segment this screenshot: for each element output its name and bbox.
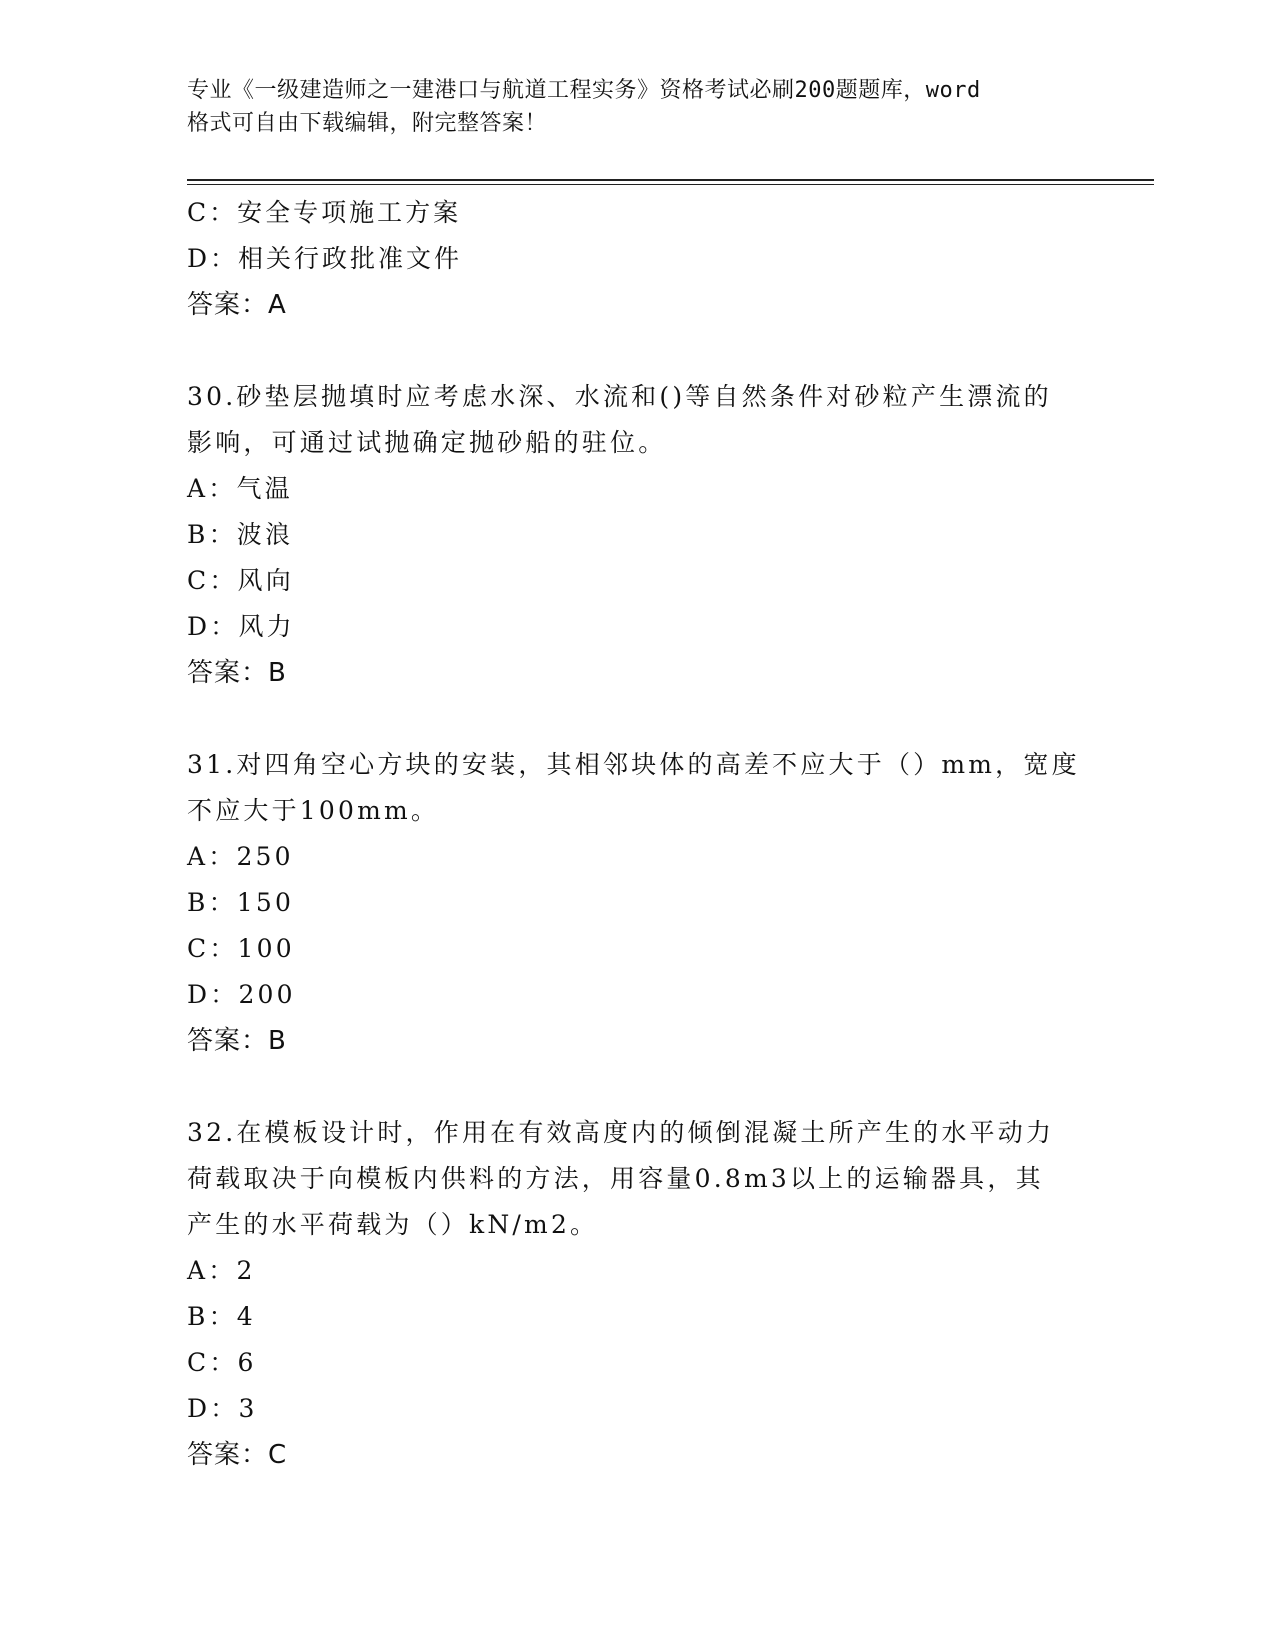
question-block-30 [187, 374, 1087, 696]
question-text-line: 30.砂垫层抛填时应考虑水深、水流和()等自然条件对砂粒产生漂流的 [187, 382, 1052, 411]
question-list [187, 190, 1087, 1478]
option-b: B：150 [187, 888, 295, 917]
question-text-line: 产生的水平荷载为（）kN/m2。 [187, 1210, 599, 1239]
option-d: D：风力 [187, 612, 295, 641]
question-block-31 [187, 742, 1087, 1064]
question-text-line: 31.对四角空心方块的安装，其相邻块体的高差不应大于（）mm，宽度 [187, 750, 1080, 779]
option-c: C：风向 [187, 566, 294, 595]
header-divider-thin [187, 184, 1154, 185]
spacer [187, 328, 1087, 374]
question-text-line: 不应大于100mm。 [187, 796, 440, 825]
question-text-line: 32.在模板设计时，作用在有效高度内的倾倒混凝土所产生的水平动力 [187, 1118, 1055, 1147]
option-c: C：安全专项施工方案 [187, 198, 462, 227]
option-d: D：相关行政批准文件 [187, 244, 463, 273]
option-b: B：4 [187, 1302, 256, 1331]
option-a: A：气温 [187, 474, 293, 503]
option-d: D：3 [187, 1394, 258, 1423]
answer-line: 答案：A [187, 290, 287, 320]
option-d: D：200 [187, 980, 296, 1009]
question-text-line: 影响，可通过试抛确定抛砂船的驻位。 [187, 428, 667, 457]
question-block-32 [187, 1110, 1087, 1478]
answer-line: 答案：C [187, 1440, 288, 1470]
header-title-line-2: 格式可自由下载编辑，附完整答案！ [187, 111, 548, 136]
spacer [187, 1064, 1087, 1110]
question-block-29 [187, 190, 1087, 328]
answer-line: 答案：B [187, 658, 287, 688]
answer-line: 答案：B [187, 1026, 287, 1056]
option-c: C：6 [187, 1348, 257, 1377]
option-b: B：波浪 [187, 520, 294, 549]
header-divider [187, 179, 1154, 181]
header-title-line-1: 专业《一级建造师之一建港口与航道工程实务》资格考试必刷200题题库，word [187, 78, 981, 103]
option-a: A：250 [187, 842, 294, 871]
spacer [187, 696, 1087, 742]
option-c: C：100 [187, 934, 295, 963]
question-text-line: 荷载取决于向模板内供料的方法，用容量0.8m3以上的运输器具，其 [187, 1164, 1044, 1193]
option-a: A：2 [187, 1256, 256, 1285]
document-header [187, 74, 1067, 140]
